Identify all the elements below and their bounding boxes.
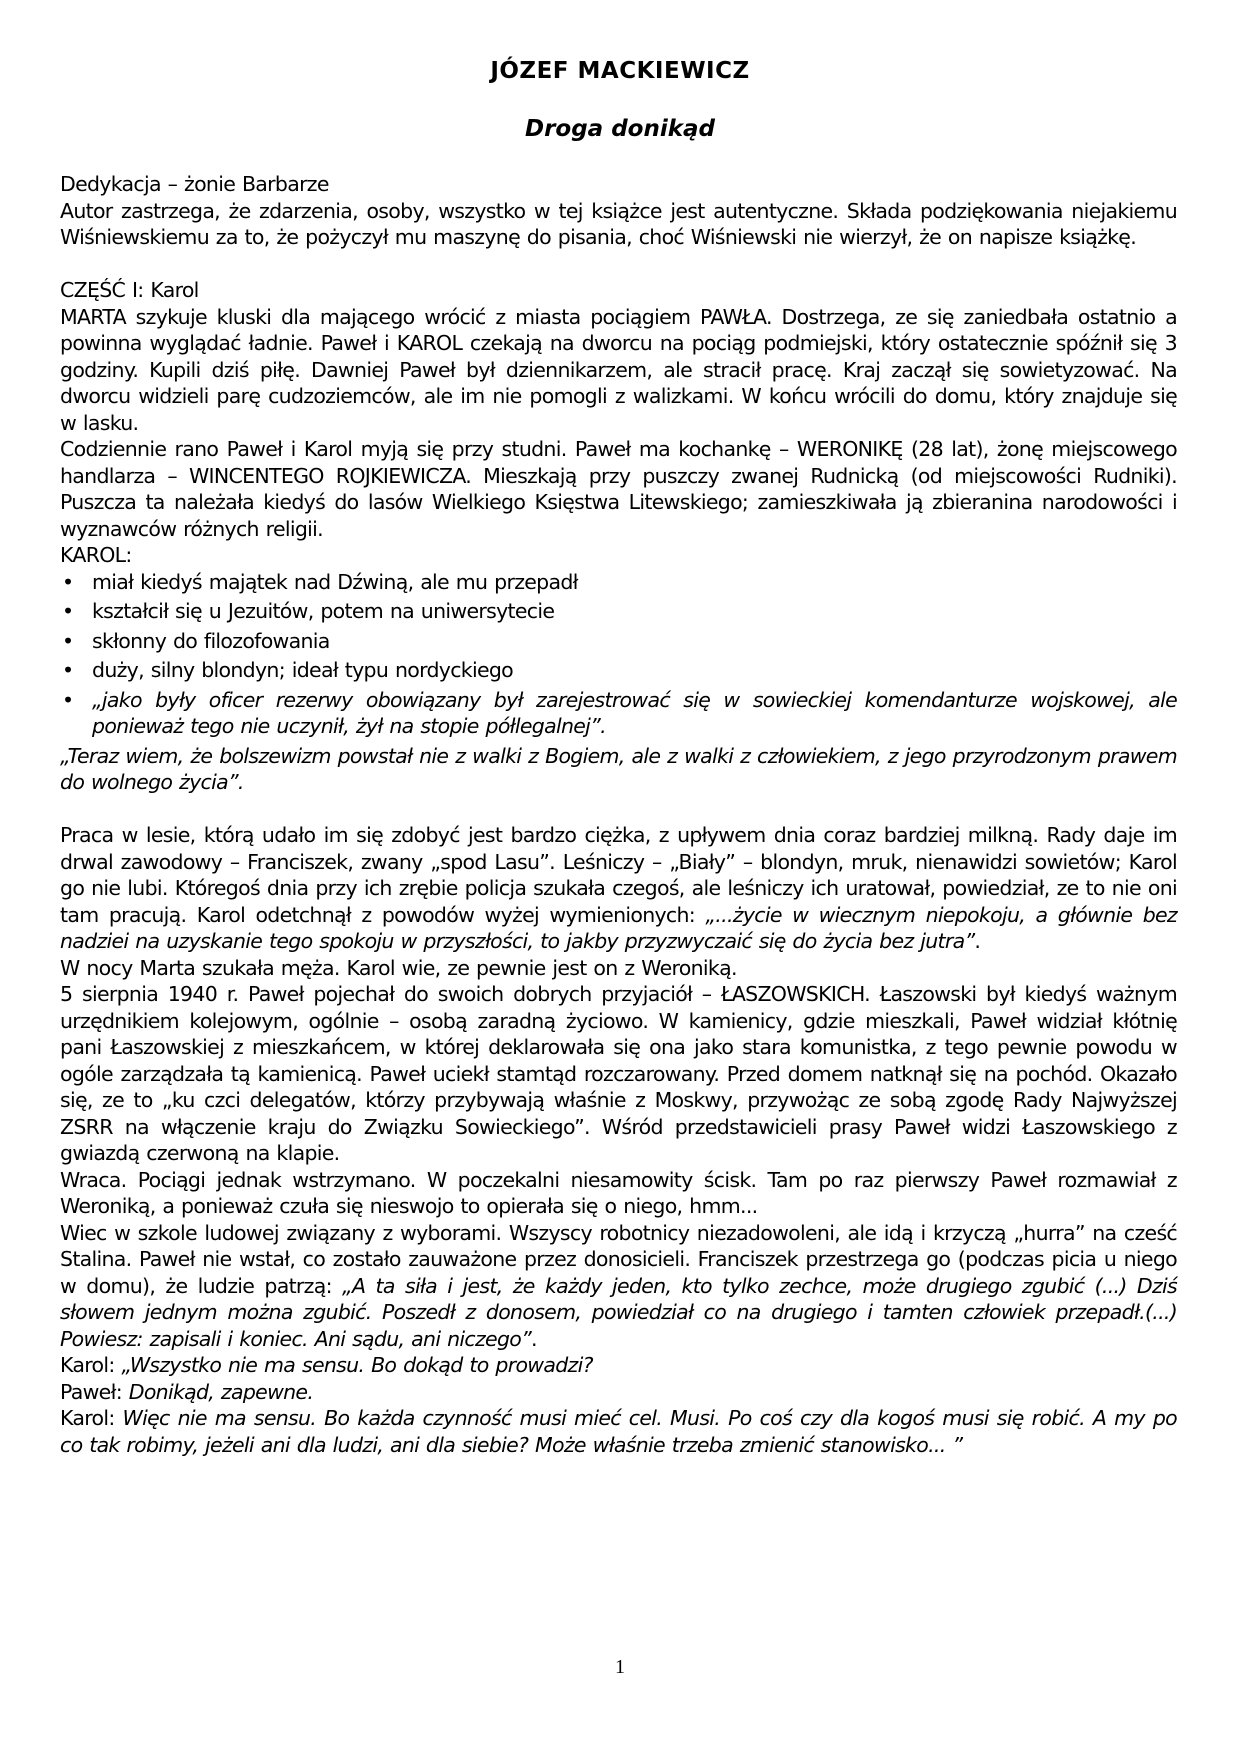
dialogue-line [60,1352,1177,1379]
author-heading: JÓZEF MACKIEWICZ [490,58,750,84]
list-item-text: „jako były oficer rezerwy obowiązany był zarejestrować się w sowieckiej komendanturze wojskowej, ale ponieważ tego nie uczynił, żył na stopie półlegalnej”. [92,687,1177,738]
paragraph-end: . [531,1326,537,1351]
dialogue-text: „Wszystko nie ma sensu. Bo dokąd to prowadzi? [121,1353,593,1377]
speaker: Karol: [60,1406,123,1430]
paragraph-codziennie: Codziennie rano Paweł i Karol myją się przy studni. Paweł ma kochankę – WERONIKĘ (28 lat), żonę miejscowego handlarza – WINCENTEGO ROJKIEWICZA. Mieszkają przy puszczy zwanej Rudnicką (od miejscowości Rudniki). Puszcza ta należała kiedyś do lasów Wielkiego Księstwa Litewskiego; zamieszkiwała ją zbieranina narodowości i wyznawców różnych religii. [60,437,1177,541]
page-number: 1 [615,1656,625,1678]
list-item-text: miał kiedyś majątek nad Dźwiną, ale mu przepadł [92,569,578,594]
paragraph-noc: W nocy Marta szukała męża. Karol wie, ze pewnie jest on z Weroniką. [60,955,737,980]
dialogue-text: Donikąd, zapewne. [128,1379,314,1404]
list-item [60,687,1177,740]
karol-label: KAROL: [60,543,132,567]
intro-paragraph: Autor zastrzega, że zdarzenia, osoby, wszystko w tej książce jest autentyczne. Składa podziękowania niejakiemu Wiśniewskiemu za to, że pożyczył mu maszynę do pisania, choć Wiśniewski nie wierzył, że on napisze książkę. [60,198,1177,249]
paragraph-text: Wiec w szkole ludowej związany z wyborami. Wszyscy robotnicy niezadowoleni, ale idą i krzyczą „hurra” na cześć Stalina. Paweł nie wstał, co zostało zauważone przez donosicieli. Franciszek przestrzega go (podczas picia u niego w domu), że ludzie patrzą: [60,1220,1177,1298]
quote-text: „A ta siła i jest, że każdy jeden, kto tylko zechce, może drugiego zgubić (...) Dziś słowem jednym można zgubić. Poszedł z donosem, powiedział co na drugiego i tamten człowiek przepadł.(...) Powiesz: zapisali i koniec. Ani sądu, ani niczego” [60,1273,1177,1351]
bullet-icon: • [62,599,74,623]
quote-bolszewizm [60,743,1177,796]
list-item [60,598,1177,625]
book-title: Droga donikąd [524,116,716,142]
list-item-text: skłonny do filozofowania [92,628,330,653]
paragraph-end: . [974,929,981,953]
dedication: Dedykacja – żonie Barbarze [60,172,329,196]
part-heading: CZĘŚĆ I: Karol [60,278,199,302]
speaker: Karol: [60,1353,122,1377]
list-item-text: kształcił się u Jezuitów, potem na uniwersytecie [92,599,555,623]
list-item [60,628,1177,655]
paragraph-wiec [60,1220,1177,1353]
document-body [60,171,1177,1458]
paragraph-wraca: Wraca. Pociągi jednak wstrzymano. W poczekalni niesamowity ścisk. Tam po raz pierwszy Paweł rozmawiał z Weroniką, a ponieważ czuła się nieswojo to opierała się o niego, hmm... [60,1167,1177,1218]
quote-text: „Teraz wiem, że bolszewizm powstał nie z walki z Bogiem, ale z walki z człowiekiem, z jego przyrodzonym prawem do wolnego życia”. [60,743,1177,794]
paragraph-text: Praca w lesie, którą udało im się zdobyć jest bardzo ciężka, z upływem dnia coraz bardziej milkną. Rady daje im drwal zawodowy – Franciszek, zwany „spod Lasu”. Leśniczy – „Biały” – blondyn, mruk, nienawidzi sowietów; Karol go nie lubi. Któregoś dnia przy ich zrębie policja szukała czegoś, ale leśniczy ich uratował, powiedział, ze to nie oni tam pracują. Karol odetchnął z powodów wyżej wymienionych: [60,823,1177,927]
dialogue-line [60,1379,1177,1406]
list-item [60,569,1177,596]
speaker: Paweł: [60,1379,129,1404]
quote-text: „...życie w wiecznym niepokoju, a głównie bez nadziei na uzyskanie tego spokoju w przyszłości, to jakby przyzwyczaić się do życia bez jutra” [60,902,1177,953]
bullet-icon: • [62,628,74,653]
spacer [60,251,1177,278]
list-item [60,657,1177,684]
spacer [60,796,1177,823]
bullet-icon: • [62,569,74,594]
paragraph-praca [60,822,1177,955]
paragraph-marta: MARTA szykuje kluski dla mającego wrócić z miasta pociągiem PAWŁA. Dostrzega, ze się zaniedbała ostatnio a powinna wyglądać ładnie. Paweł i KAROL czekają na dworcu na pociąg podmiejski, który ostatecznie spóźnił się 3 godziny. Kupili dziś piłę. Dawniej Paweł był dziennikarzem, ale stracił pracę. Kraj zaczął się sowietyzować. Na dworcu widzieli parę cudzoziemców, ale im nie pomogli z walizkami. W końcu wrócili do domu, który znajduje się w lasku. [60,304,1177,435]
bullet-icon: • [62,658,74,682]
dialogue-line [60,1405,1177,1458]
bullet-icon: • [62,687,74,712]
dialogue-text: Więc nie ma sensu. Bo każda czynność musi mieć cel. Musi. Po coś czy dla kogoś musi się robić. A my po co tak robimy, jeżeli ani dla ludzi, ani dla siebie? Może właśnie trzeba zmienić stanowisko... ” [60,1406,1177,1457]
list-item-text: duży, silny blondyn; ideał typu nordyckiego [92,658,514,682]
karol-traits-list [60,569,1177,740]
paragraph-sierpien: 5 sierpnia 1940 r. Paweł pojechał do swoich dobrych przyjaciół – ŁASZOWSKICH. Łaszowski był kiedyś ważnym urzędnikiem kolejowym, ogólnie – osobą zaradną życiowo. W kamienicy, gdzie mieszkali, Paweł widział kłótnię pani Łaszowskiej z mieszkańcem, w której deklarowała się ona jako stara komunistka, z tego pewnie powodu w ogóle zarządzała tą kamienicą. Paweł uciekł stamtąd rozczarowany. Przed domem natknął się na pochód. Okazało się, ze to „ku czci delegatów, którzy przybywają właśnie z Moskwy, przywożąc ze sobą zgodę Rady Najwyższej ZSRR na włączenie kraju do Związku Sowieckiego”. Wśród przedstawicieli prasy Paweł widzi Łaszowskiego z gwiazdą czerwoną na klapie. [60,982,1177,1165]
